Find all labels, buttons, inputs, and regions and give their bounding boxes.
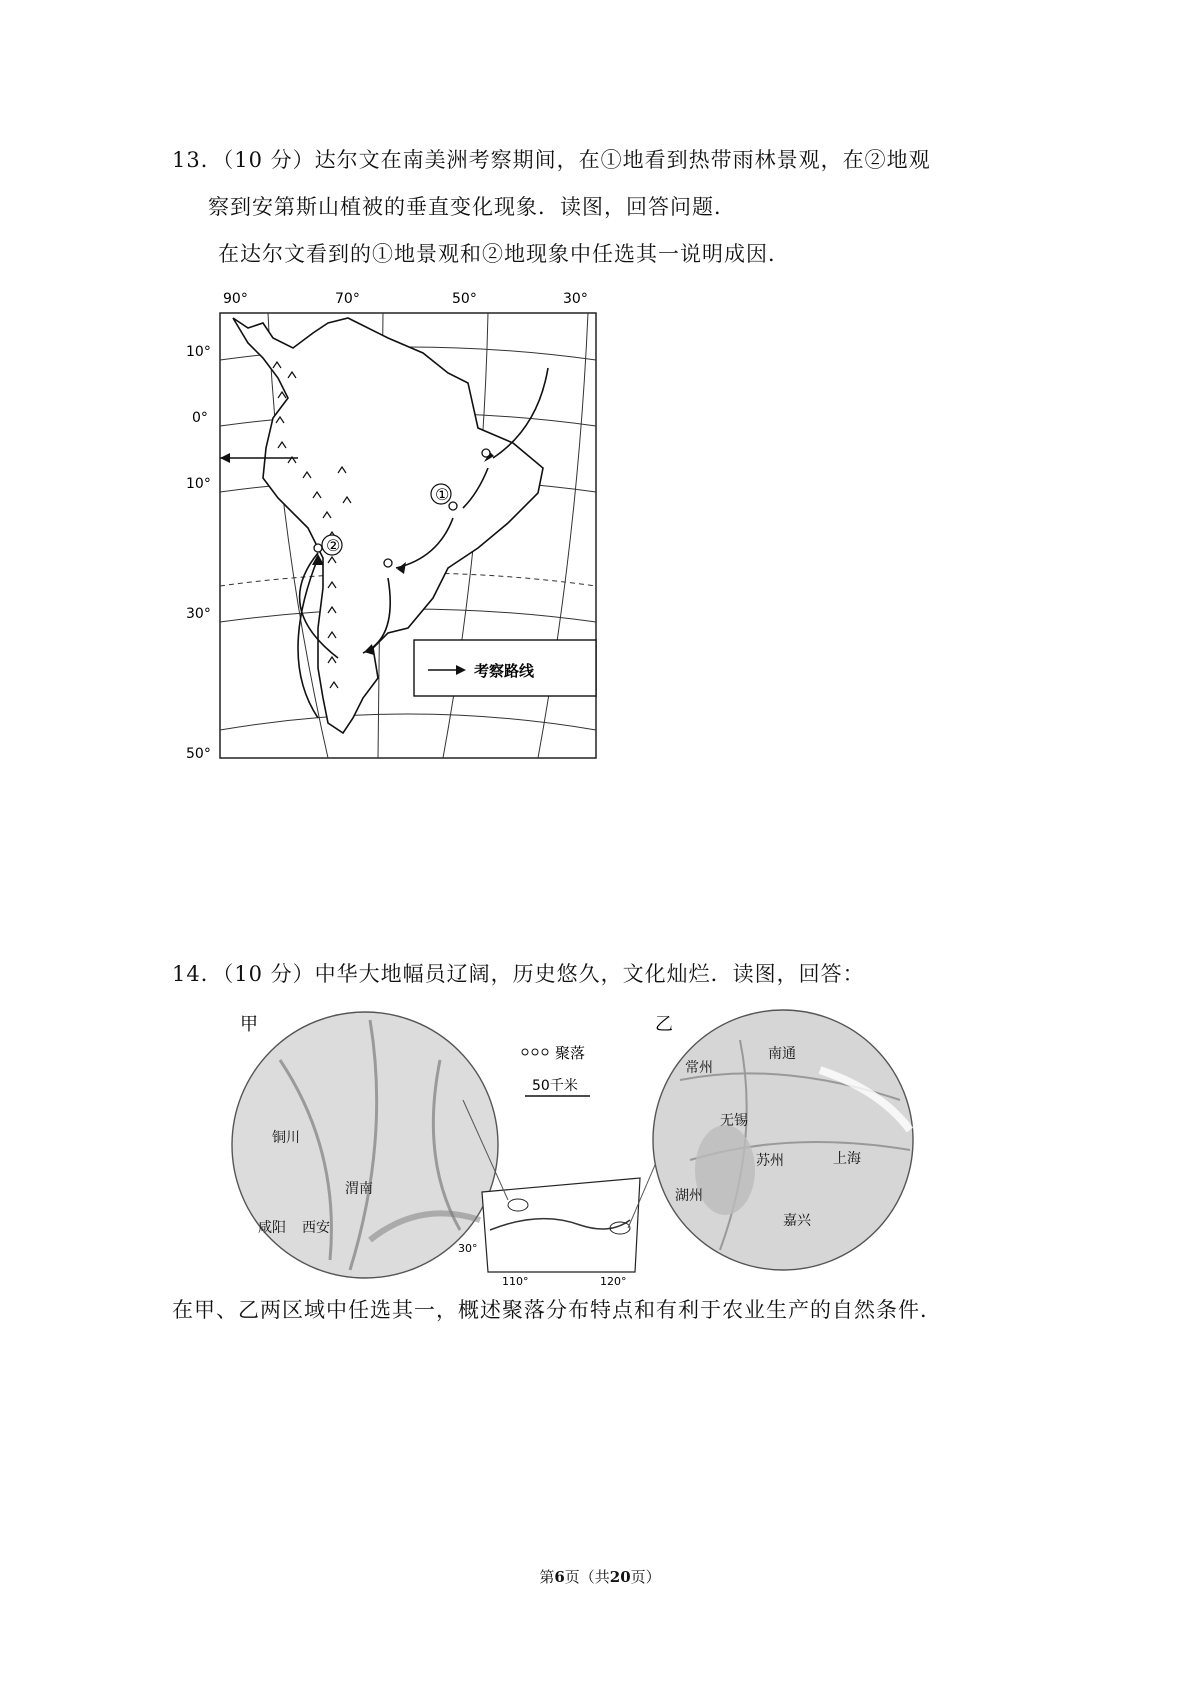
marker-2: ② — [326, 536, 341, 555]
inset-lon-110: 110° — [502, 1275, 529, 1288]
map2-legend — [522, 1044, 590, 1096]
q13-text-1: （10 分）达尔文在南美洲考察期间，在①地看到热带雨林景观，在②地观 — [222, 148, 931, 172]
footer-prefix: 第 — [539, 1568, 555, 1586]
footer-page-number: 6 — [554, 1568, 565, 1586]
q13-line1 — [172, 144, 931, 174]
lon-label-90: 90° — [223, 291, 248, 307]
place-wuxi: 无锡 — [720, 1113, 748, 1129]
lat-label-0: 0° — [192, 410, 208, 426]
place-nantong: 南通 — [768, 1046, 796, 1062]
legend-scale: 50千米 — [532, 1078, 578, 1094]
label-jia: 甲 — [240, 1014, 258, 1035]
lat-label-10n: 10° — [186, 344, 211, 360]
legend-settlement: 聚落 — [555, 1044, 586, 1062]
page-footer — [0, 1566, 1200, 1587]
footer-suffix: 页） — [630, 1568, 661, 1586]
marker-1: ① — [435, 485, 450, 504]
q14-line2: 在甲、乙两区域中任选其一，概述聚落分布特点和有利于农业生产的自然条件． — [172, 1298, 942, 1322]
footer-total-pages: 20 — [609, 1568, 631, 1586]
q13-number: 13． — [172, 148, 223, 172]
lon-label-50: 50° — [452, 291, 477, 307]
place-huzhou: 湖州 — [675, 1188, 703, 1204]
place-changzhou: 常州 — [685, 1060, 713, 1076]
lon-label-30: 30° — [563, 291, 588, 307]
legend-route-label: 考察路线 — [474, 662, 535, 680]
footer-middle: 页（共 — [564, 1568, 610, 1586]
china-regions-map — [220, 1000, 1000, 1290]
lon-label-70: 70° — [335, 291, 360, 307]
lat-label-50s: 50° — [186, 746, 211, 762]
south-america-map — [178, 278, 608, 768]
q13-line2: 察到安第斯山植被的垂直变化现象．读图，回答问题． — [208, 195, 736, 219]
place-jiaxing: 嘉兴 — [783, 1213, 811, 1229]
place-weinan: 渭南 — [345, 1181, 373, 1197]
q14-number: 14． — [172, 962, 223, 986]
place-xianyang: 咸阳 — [258, 1220, 286, 1236]
place-suzhou: 苏州 — [756, 1153, 784, 1169]
inset-lon-120: 120° — [600, 1275, 627, 1288]
place-shanghai: 上海 — [833, 1151, 861, 1167]
place-xian: 西安 — [302, 1220, 330, 1236]
inset-lat: 30° — [458, 1242, 478, 1255]
label-yi: 乙 — [655, 1014, 673, 1035]
q14-line1 — [172, 958, 865, 988]
q14-text-1: （10 分）中华大地幅员辽阔，历史悠久，文化灿烂．读图，回答： — [222, 962, 865, 986]
place-tongchuan: 铜川 — [272, 1130, 300, 1146]
q13-line3: 在达尔文看到的①地景观和②地现象中任选其一说明成因． — [218, 242, 790, 266]
lat-label-30s: 30° — [186, 606, 211, 622]
lat-label-10s: 10° — [186, 476, 211, 492]
